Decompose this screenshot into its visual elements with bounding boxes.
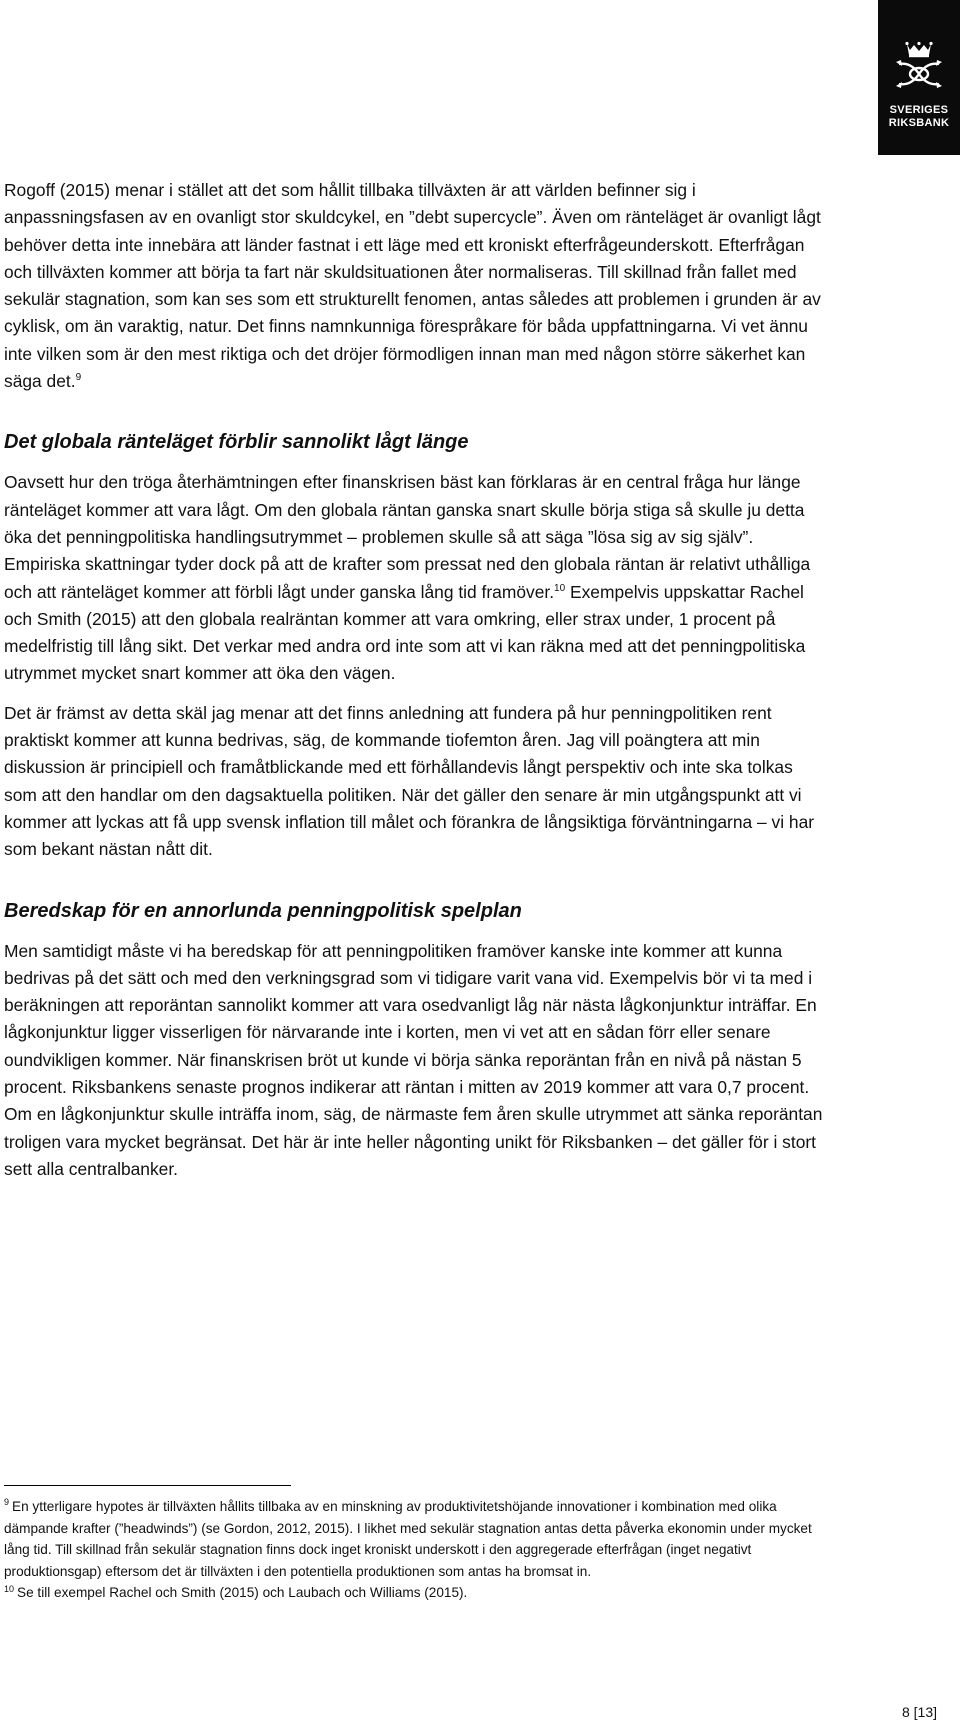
footnote-text: Se till exempel Rachel och Smith (2015) och Laubach och Williams (2015). bbox=[17, 1585, 468, 1601]
footnote-10 bbox=[4, 1582, 826, 1604]
footnote-text: En ytterligare hypotes är tillväxten hållits tillbaka av en minskning av produktivitetshöjande innovationer i kombination med olika dämpande krafter (”headwinds”) (se Gordon, 2012, 2015). I likhet med sekulär stagnation antas detta påverka ekonomin under mycket lång tid. Till skillnad från sekulär stagnation finns dock inget kroniskt underskott i den aggregerade efterfrågan (inget negativt produktionsgap) eftersom det är tillväxten i den potentiella produktionen som antas ha bromsat in. bbox=[4, 1499, 812, 1579]
section-heading-preparedness: Beredskap för en annorlunda penningpolitisk spelplan bbox=[4, 899, 522, 922]
crown-emblem-icon bbox=[891, 40, 947, 100]
paragraph-text: Rogoff (2015) menar i stället att det som hållit tillbaka tillväxten är att världen befinner sig i anpassningsfasen av en ovanligt stor skuldcykel, en ”debt supercycle”. Även om ränteläget är ovanligt lågt behöver detta inte innebära att länder fastnat i ett läge med ett kroniskt efterfrågeunderskott. Efterfrågan och tillväxten kommer att börja ta fart när skuldsituationen åter normaliseras. Till skillnad från fallet med sekulär stagnation, som kan ses som ett strukturellt fenomen, antas således att problemen i grunden är av cyklisk, om än varaktig, natur. Det finns namnkunniga förespråkare för båda uppfattningarna. Vi vet ännu inte vilken som är den mest riktiga och det dröjer förmodligen innan man med någon större säkerhet kan säga det. bbox=[4, 180, 821, 392]
footnote-number: 9 bbox=[4, 1497, 10, 1508]
footnote-ref-9: 9 bbox=[75, 372, 82, 384]
section-heading-global-rate: Det globala ränteläget förblir sannolikt lågt länge bbox=[4, 431, 469, 454]
paragraph-text: Exempelvis uppskattar Rachel och Smith (2015) att den globala realräntan kommer att vara omkring, eller strax under, 1 procent på medelfristig till lång sikt. Det verkar med andra ord inte som att vi kan räkna med att det penningpolitiska utrymmet mycket snart kommer att öka den vägen. bbox=[4, 581, 806, 684]
logo-text-line1: SVERIGES bbox=[889, 104, 949, 116]
paragraph-intro bbox=[4, 177, 826, 395]
main-content bbox=[4, 177, 826, 1195]
footnote-number: 10 bbox=[4, 1583, 15, 1594]
footnote-divider bbox=[4, 1485, 291, 1486]
footnote-9 bbox=[4, 1496, 826, 1582]
paragraph-preparedness-1: Men samtidigt måste vi ha beredskap för att penningpolitiken framöver kanske inte kommer att kunna bedrivas på det sätt och med den verkningsgrad som vi tidigare varit vana vid. Exempelvis bör vi ta med i beräkningen att reporäntan sannolikt kommer att vara osedvanligt låg när nästa lågkonjunktur inträffar. En lågkonjunktur ligger visserligen för närvarande inte i korten, men vi vet att en sådan förr eller senare oundvikligen kommer. När finanskrisen bröt ut kunde vi börja sänka reporäntan från en nivå på nästan 5 procent. Riksbankens senaste prognos indikerar att räntan i mitten av 2019 kommer att vara 0,7 procent. Om en lågkonjunktur skulle inträffa inom, säg, de närmaste fem åren skulle utrymmet att sänka reporäntan troligen vara mycket begränsat. Det här är inte heller någonting unikt för Riksbanken – det gäller för i stort sett alla centralbanker. bbox=[4, 940, 823, 1179]
page-number: 8 [13] bbox=[901, 1704, 937, 1720]
footnote-ref-10: 10 bbox=[554, 582, 566, 594]
footnotes bbox=[4, 1485, 826, 1604]
paragraph-text: Oavsett hur den tröga återhämtningen efter finanskrisen bäst kan förklaras är en central fråga hur länge ränteläget kommer att vara lågt. Om den globala räntan ganska snart skulle börja stiga så skulle ju detta öka det penningpolitiska handlingsutrymmet – problemen skulle så att säga ”lösa sig av sig själv”. Empiriska skattningar tyder dock på att de krafter som pressat ned den globala räntan är relativt uthålliga och att ränteläget kommer att förbli lågt under ganska lång tid framöver. bbox=[4, 472, 811, 602]
riksbank-logo bbox=[878, 0, 960, 155]
paragraph-global-rate-1 bbox=[4, 469, 826, 687]
paragraph-global-rate-2: Det är främst av detta skäl jag menar att det finns anledning att fundera på hur penningpolitiken rent praktiskt kommer att kunna bedrivas, säg, de kommande tiofemton åren. Jag vill poängtera att min diskussion är principiell och framåtblickande med ett förhållandevis långt perspektiv och inte ska tolkas som att den handlar om den dagsaktuella politiken. När det gäller den senare är min utgångspunkt att vi kommer att lyckas att få upp svensk inflation till målet och förankra de långsiktiga förväntningarna – vi har som bekant nästan nått dit. bbox=[4, 702, 815, 860]
logo-text-line2: RIKSBANK bbox=[888, 117, 950, 129]
logo-wordmark bbox=[889, 104, 949, 130]
